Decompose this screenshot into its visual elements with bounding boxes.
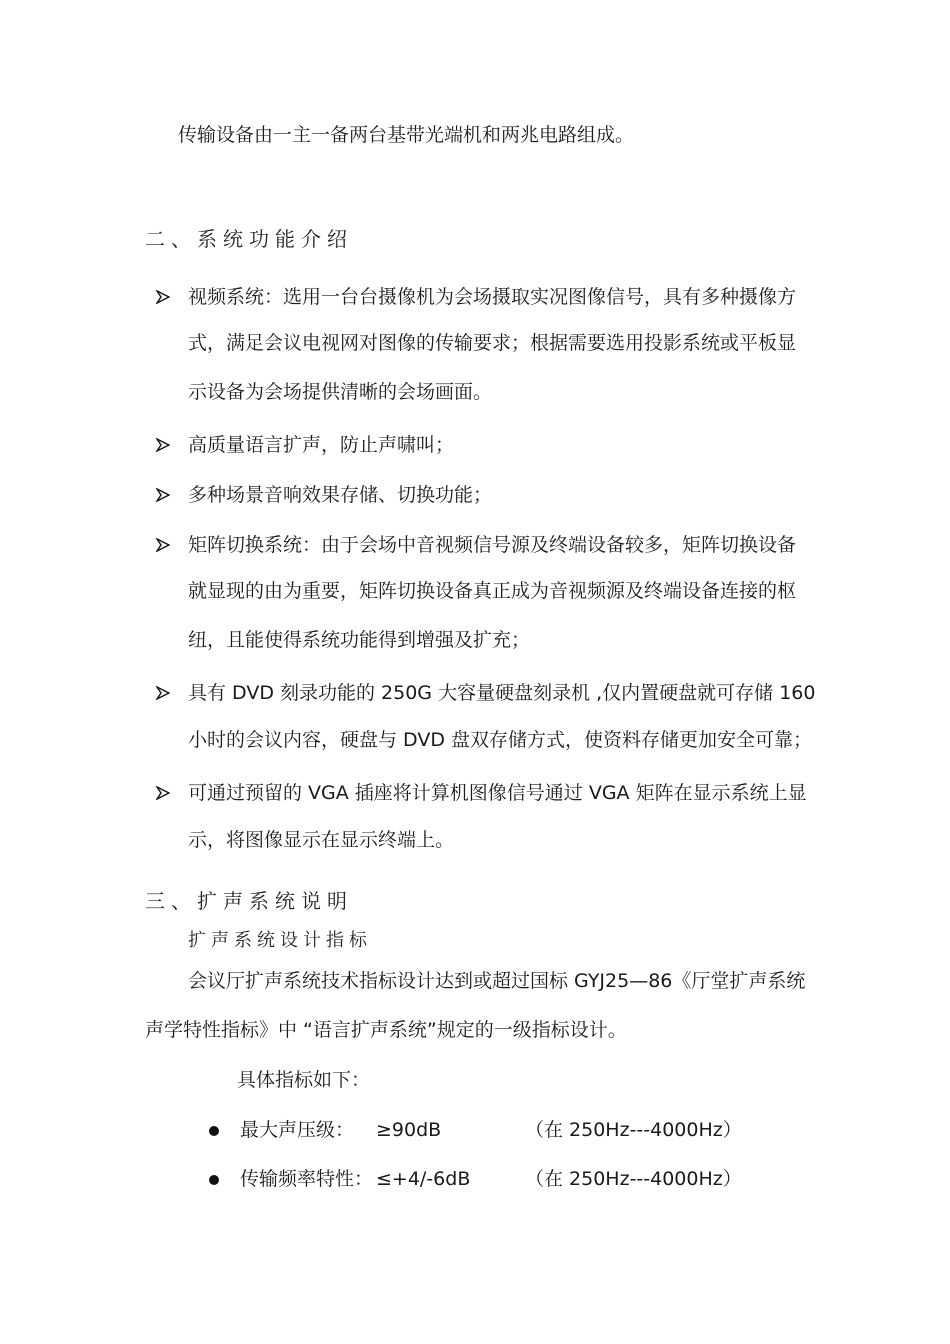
list-item-line: 小时的会议内容，硬盘与 DVD 盘双存储方式，使资料存储更加安全可靠； [188, 729, 813, 751]
arrow-bullet-icon [156, 488, 170, 502]
section-2-heading: 二、系统功能介绍 [145, 227, 353, 251]
list-item-line: 具有 DVD 刻录功能的 250G 大容量硬盘刻录机 ,仅内置硬盘就可存储 160 [188, 682, 816, 704]
intro-paragraph: 传输设备由一主一备两台基带光端机和两兆电路组成。 [178, 124, 635, 146]
arrow-bullet-icon [156, 538, 170, 552]
list-item-line: 式，满足会议电视网对图像的传输要求；根据需要选用投影系统或平板显 [188, 332, 797, 354]
spec-value: ≥90dB [376, 1119, 442, 1141]
spec-label: 传输频率特性： [240, 1168, 374, 1190]
list-item-line: 示设备为会场提供清晰的会场画面。 [188, 381, 493, 403]
bullet-dot-icon [209, 1175, 219, 1185]
bullet-dot-icon [209, 1126, 219, 1136]
spec-paragraph-line-2: 声学特性指标》中 “语言扩声系统”规定的一级指标设计。 [145, 1019, 627, 1041]
list-item-line: 高质量语言扩声，防止声啸叫； [188, 434, 455, 456]
section-3-heading: 三、扩声系统说明 [145, 889, 353, 913]
list-item-line: 可通过预留的 VGA 插座将计算机图像信号通过 VGA 矩阵在显示系统上显 [188, 782, 807, 804]
spec-range: （在 250Hz---4000Hz） [525, 1119, 742, 1141]
list-item-line: 视频系统：选用一台台摄像机为会场摄取实况图像信号，具有多种摄像方 [188, 286, 797, 308]
spec-range: （在 250Hz---4000Hz） [525, 1168, 742, 1190]
arrow-bullet-icon [156, 786, 170, 800]
list-item-line: 多种场景音响效果存储、切换功能； [188, 484, 493, 506]
list-item-line: 纽，且能使得系统功能得到增强及扩充； [188, 629, 531, 651]
arrow-bullet-icon [156, 290, 170, 304]
arrow-bullet-icon [156, 686, 170, 700]
list-item-line: 示，将图像显示在显示终端上。 [188, 829, 455, 851]
spec-label: 最大声压级： [240, 1119, 355, 1141]
spec-intro: 具体指标如下： [237, 1069, 371, 1091]
spec-value: ≤+4/-6dB [376, 1168, 471, 1190]
section-3-subheading: 扩声系统设计指标 [188, 930, 372, 951]
arrow-bullet-icon [156, 438, 170, 452]
list-item-line: 矩阵切换系统：由于会场中音视频信号源及终端设备较多，矩阵切换设备 [188, 534, 797, 556]
spec-paragraph-line-1: 会议厅扩声系统技术指标设计达到或超过国标 GYJ25—86《厅堂扩声系统 [188, 970, 806, 992]
list-item-line: 就显现的由为重要，矩阵切换设备真正成为音视频源及终端设备连接的枢 [188, 580, 797, 602]
